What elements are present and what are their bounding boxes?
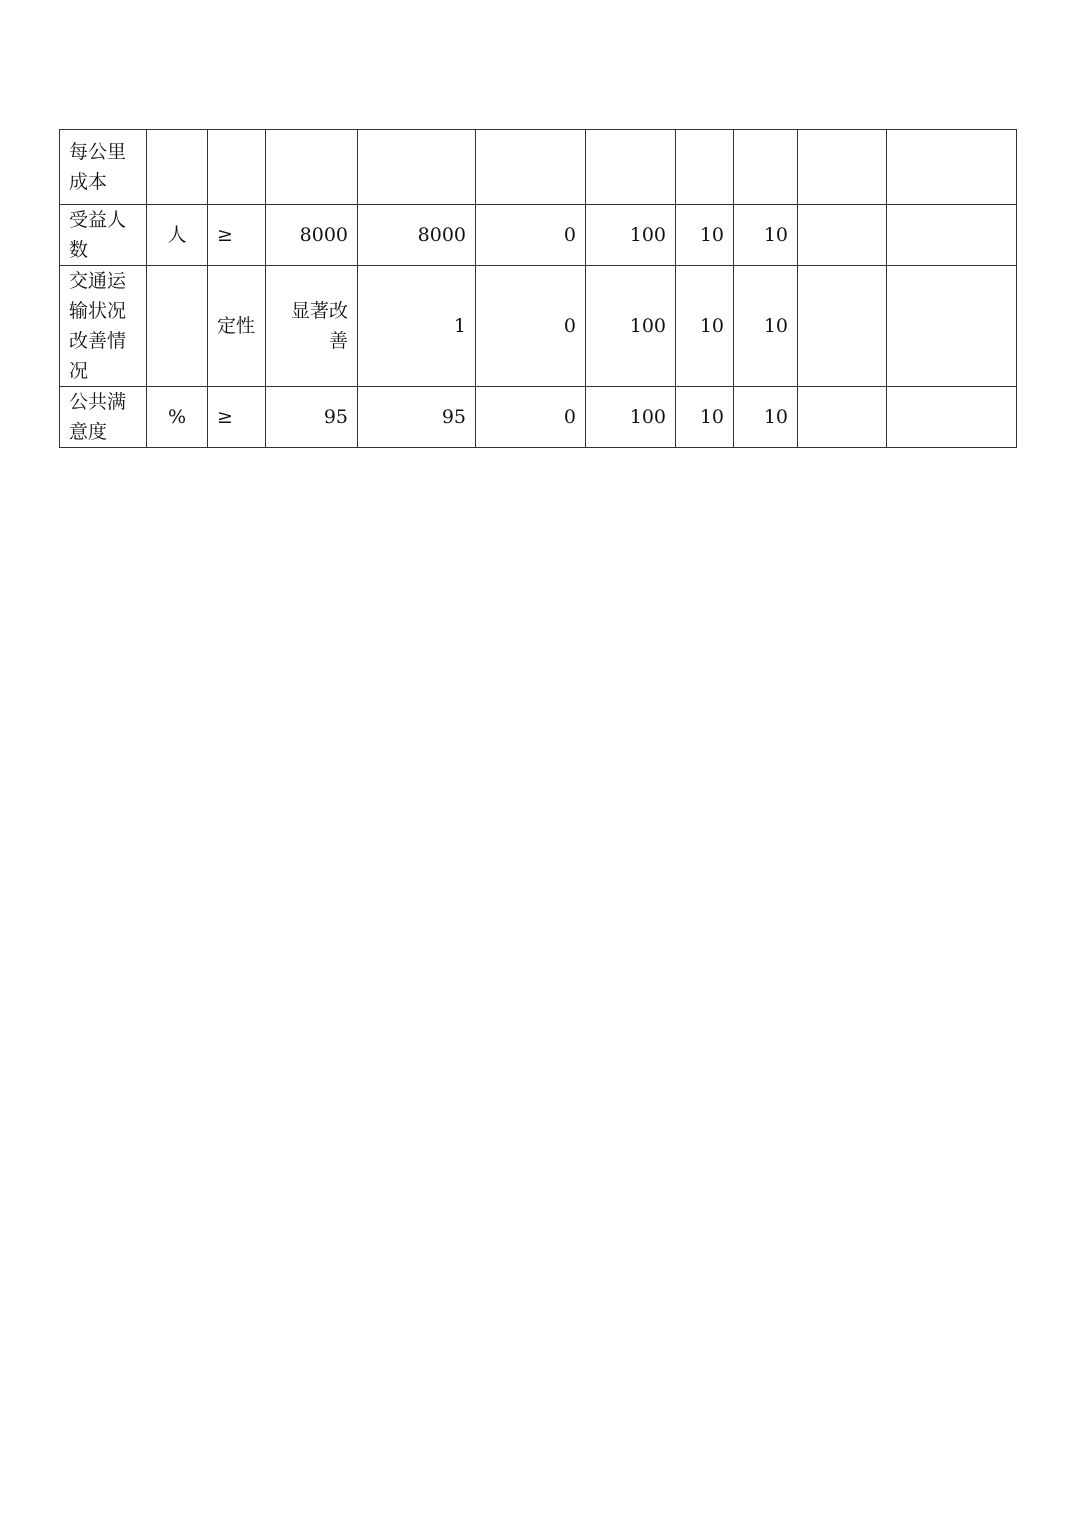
score-cell: 10 — [734, 266, 798, 387]
score-cell — [734, 130, 798, 205]
table-row — [60, 130, 1017, 205]
deviation-cell — [476, 130, 586, 205]
deviation-cell: 0 — [476, 205, 586, 266]
score-cell: 10 — [734, 387, 798, 448]
unit-cell: % — [147, 387, 208, 448]
completion-rate-cell: 100 — [586, 205, 676, 266]
comparator-cell: ≥ — [208, 205, 266, 266]
target-cell — [266, 130, 358, 205]
weight-cell: 10 — [676, 387, 734, 448]
table-row — [60, 205, 1017, 266]
weight-cell: 10 — [676, 205, 734, 266]
table-row — [60, 387, 1017, 448]
actual-cell: 1 — [358, 266, 476, 387]
actual-cell — [358, 130, 476, 205]
weight-cell — [676, 130, 734, 205]
deviation-cell: 0 — [476, 387, 586, 448]
actual-cell: 8000 — [358, 205, 476, 266]
completion-rate-cell — [586, 130, 676, 205]
remark-cell — [887, 266, 1017, 387]
unit-cell: 人 — [147, 205, 208, 266]
unit-cell — [147, 266, 208, 387]
reason-cell — [798, 205, 887, 266]
indicator-cell: 受益人数 — [60, 205, 147, 266]
table-row — [60, 266, 1017, 387]
indicator-cell: 公共满意度 — [60, 387, 147, 448]
target-cell: 95 — [266, 387, 358, 448]
completion-rate-cell: 100 — [586, 387, 676, 448]
remark-cell — [887, 205, 1017, 266]
comparator-cell — [208, 130, 266, 205]
reason-cell — [798, 130, 887, 205]
comparator-cell: 定性 — [208, 266, 266, 387]
indicator-cell: 每公里成本 — [60, 130, 147, 205]
performance-indicator-table — [59, 129, 1017, 448]
reason-cell — [798, 266, 887, 387]
completion-rate-cell: 100 — [586, 266, 676, 387]
remark-cell — [887, 130, 1017, 205]
weight-cell: 10 — [676, 266, 734, 387]
actual-cell: 95 — [358, 387, 476, 448]
comparator-cell: ≥ — [208, 387, 266, 448]
target-cell: 8000 — [266, 205, 358, 266]
target-cell: 显著改善 — [266, 266, 358, 387]
deviation-cell: 0 — [476, 266, 586, 387]
indicator-cell: 交通运输状况改善情况 — [60, 266, 147, 387]
unit-cell — [147, 130, 208, 205]
reason-cell — [798, 387, 887, 448]
score-cell: 10 — [734, 205, 798, 266]
remark-cell — [887, 387, 1017, 448]
